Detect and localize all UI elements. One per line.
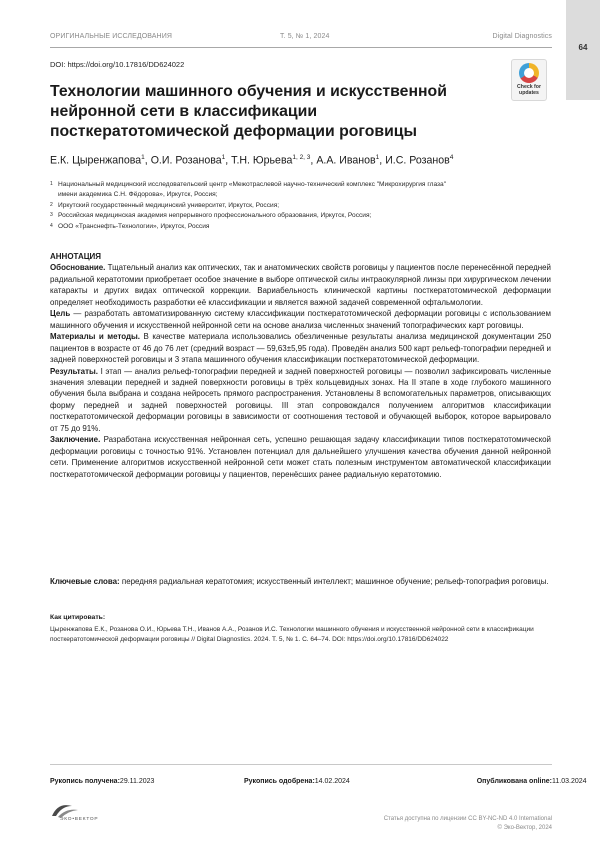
badge-line-1: Check for [517, 84, 541, 90]
author-name: А.А. Иванов [316, 154, 376, 167]
footer-divider [50, 764, 552, 765]
affiliation-item: 2 Иркутский государственный медицинский университет, Иркутск, Россия; [50, 201, 280, 209]
affiliation-item: 3 Российская медицинская академия непрерывного профессионального образования, Иркутск, Россия; [50, 212, 372, 220]
abstract-background: Обоснование. Тщательный анализ как оптических, так и анатомических свойств роговицы у пациентов после перенесённой передней радиальной кератотомии приобретает особое значение в выборе оптической силы интраокулярной линзы при хирургическом лечении катаракты и других видах оптической коррекции. Вариабельность клинической картины посткератотомической деформации определяет необходимость разработки её классификации и является важной задачей современной офтальмологии. [50, 263, 551, 307]
publisher-name: ЭКО•ВЕКТОР [60, 817, 99, 822]
running-head [50, 33, 552, 45]
abstract-conclusion: Заключение. Разработана искусственная нейронная сеть, успешно решающая задачу классификации типов посткератотомической деформации роговицы с точностью 91%. Установлен потенциал для дальнейшего улучшения качества обучения данной нейронной сети. Применение алгоритмов искусственной нейронной сети может стать полезным инструментом автоматической классификации посткератотомической деформации роговицы у пациентов, перенёсших ранее радиальную кератотомию. [50, 435, 551, 479]
check-for-updates-badge[interactable] [511, 59, 547, 101]
page-number: 64 [578, 43, 588, 52]
article-title: Технологии машинного обучения и искусственной нейронной сети в классификации посткератотомической деформации роговицы [50, 83, 447, 140]
author-affiliation: 1 [141, 154, 145, 161]
abstract-heading: АННОТАЦИЯ [50, 252, 102, 261]
author-name: И.С. Розанов [385, 154, 450, 167]
abstract-results: Результаты. I этап — анализ рельеф-топографии передней и задней поверхностей роговицы — позволил зафиксировать численные значения элевации передней и задней поверхности роговицы в трёх кольцевидных зонах. На II этапе в ходе глубокого машинного обучения была выбрана и создана нейросеть прямого распространения. Установлены 8 вспомогательных параметров, описывающих форму передней и задней поверхностей роговицы. III этап сопровождался получением алгоритмов классификации посткератотомической деформации роговицы в зависимости от соотношения тестовой и обучающей выборок, которое варьировало от 75 до 91%. [50, 366, 551, 433]
manuscript-dates [50, 778, 587, 790]
author-name: О.И. Розанова [150, 154, 222, 167]
citation-text: Цыренжапова Е.К., Розанова О.И., Юрьева Т.Н., Иванов А.А., Розанов И.С. Технологии машинного обучения и искусственной нейронной сети в классификации посткератотомической деформации роговицы // Digital Diagnostics. 2024. Т. 5, № 1. С. 64–74. DOI: https://doi.org/10.17816/DD624022 [50, 626, 534, 643]
journal-name: Digital Diagnostics [492, 33, 552, 40]
author-affiliation: 4 [449, 154, 454, 161]
keywords-text: передняя радиальная кератотомия; искусственный интеллект; машинное обучение; рельеф-топография роговицы. [121, 577, 549, 586]
affiliation-item: 4 ООО «Транснефть-Технологии», Иркутск, Россия [50, 222, 210, 230]
affiliation-item: 1 Национальный медицинский исследовательский центр «Межотраслевой научно-технический комплекс "Микрохирургия глаза" имени академика С.Н. Фёдорова», Иркутск, Россия; [50, 181, 447, 199]
license-text[interactable]: Статья доступна по лицензии CC BY-NC-ND 4.0 International [383, 816, 552, 822]
issue-label: Т. 5, № 1, 2024 [280, 33, 330, 40]
citation-label: Как цитировать: [50, 614, 106, 621]
license-notice [292, 815, 552, 833]
date-accepted: Рукопись одобрена: 14.02.2024 [244, 778, 350, 785]
keywords [50, 576, 551, 587]
author-name: Е.К. Цыренжапова [50, 154, 142, 167]
badge-line-2: updates [519, 90, 539, 96]
author-name: Т.Н. Юрьева [231, 154, 293, 167]
author-affiliation: 1 [221, 154, 226, 161]
abstract [50, 251, 551, 480]
section-label: ОРИГИНАЛЬНЫЕ ИССЛЕДОВАНИЯ [50, 33, 173, 40]
date-published: Опубликована online: 11.03.2024 [476, 778, 587, 785]
doi-link[interactable]: DOI: https://doi.org/10.17816/DD624022 [50, 60, 185, 69]
date-received: Рукопись получена: 29.11.2023 [50, 778, 155, 785]
abstract-aim: Цель — разработать автоматизированную систему классификации посткератотомической деформации роговицы с использованием машинного обучения и искусственной нейронной сети на основе анализа численных значений топографических карт роговицы. [50, 309, 551, 330]
publisher-logo [50, 800, 110, 830]
affiliation-list [50, 180, 550, 232]
copyright-text: © Эко-Вектор, 2024 [497, 825, 552, 831]
keywords-label: Ключевые слова: [50, 577, 120, 586]
header-divider [50, 47, 552, 48]
author-affiliation: 1 [375, 154, 380, 161]
update-check-icon [519, 63, 539, 83]
abstract-methods: Материалы и методы. В качестве материала использовались обезличенные результаты анализа медицинской документации 250 пациентов в возрасте от 46 до 76 лет (средний возраст — 59,63±5,95 года). Проведён анализ 500 карт рельеф-топографии передней и задней поверхностей роговицы и 3 этапа машинного обучения классификации посткератотомической деформации. [50, 332, 551, 365]
author-list: Е.К. Цыренжапова$^1$, О.И. Розанова$^1$, Т.Н. Юрьева$^{1, 2, 3}$, А.А. Иванов$^1$, И.С. Розанов$^4$ [50, 154, 454, 167]
author-affiliation: 1, 2, 3 [292, 154, 311, 161]
